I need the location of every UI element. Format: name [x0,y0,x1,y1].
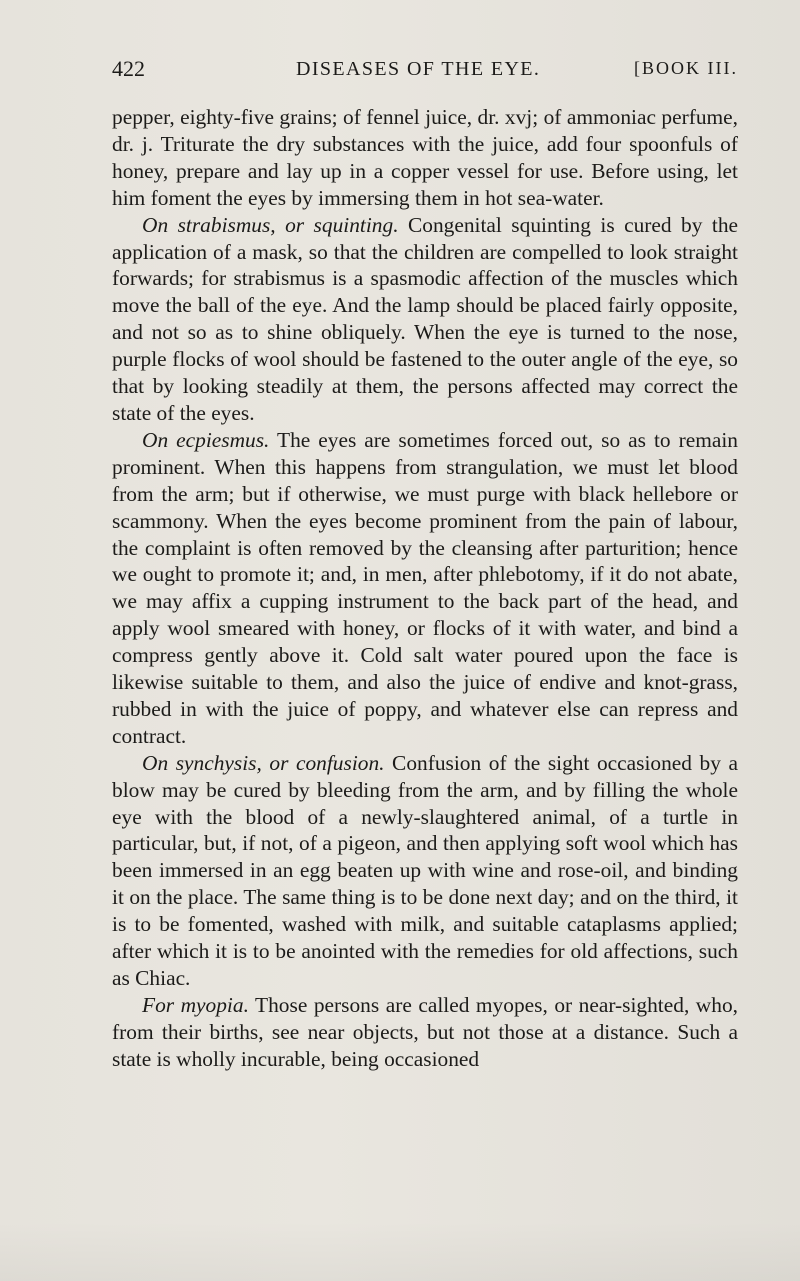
paragraph [112,750,738,992]
paragraph [112,104,738,212]
running-title: DISEASES OF THE EYE. [296,58,541,80]
paragraph [112,992,738,1073]
paragraph-text: pepper, eighty-five grains; of fennel juice, dr. xvj; of ammoniac perfume, dr. j. Triturate the dry substances with the juice, add four spoonfuls of honey, prepare and lay up in a copper vessel for use. Before using, let him foment the eyes by immersing them in hot sea-water. [112,105,738,210]
paragraph [112,427,738,750]
paragraph-heading: On ecpiesmus. [142,427,270,452]
book-reference: [BOOK III. [634,58,738,78]
body-text [112,104,738,1073]
paragraph-heading: On synchysis, or confusion. [142,750,385,775]
paragraph-heading: On strabismus, or squinting. [142,212,399,237]
paragraph [112,212,738,427]
page-number: 422 [112,56,145,81]
paragraph-heading: For myopia. [142,992,249,1017]
page-bottom-shade [0,1221,800,1281]
paragraph-text: Congenital squinting is cured by the application of a mask, so that the children are compelled to look straight forwards; for strabismus is a spasmodic affection of the muscles which move the ball of the eye. And the lamp should be placed fairly opposite, and not so as to shine obliquely. When the eye is turned to the nose, purple flocks of wool should be fastened to the outer angle of the eye, so that by looking steadily at them, the persons affected may correct the state of the eyes. [112,212,739,425]
paragraph-text: Those persons are called myopes, or near-sighted, who, from their births, see near objects, but not those at a distance. Such a state is wholly incurable, being occasioned [112,992,738,1071]
paragraph-text: The eyes are sometimes forced out, so as to remain prominent. When this happens from strangulation, we must let blood from the arm; but if otherwise, we must purge with black hellebore or scammony. When the eyes become prominent from the pain of labour, the complaint is often removed by the cleansing after parturition; hence we ought to promote it; and, in men, after phlebotomy, if it do not abate, we may affix a cupping instrument to the back part of the head, and apply wool smeared with honey, or flocks of it with water, and bind a compress gently above it. Cold salt water poured upon the face is likewise suitable to them, and also the juice of endive and knot-grass, rubbed in with the juice of poppy, and whatever else can repress and contract. [112,427,738,748]
page-header [112,56,738,88]
paragraph-text: Confusion of the sight occasioned by a blow may be cured by bleeding from the arm, and by filling the whole eye with the blood of a newly-slaughtered animal, of a turtle in particular, but, if not, of a pigeon, and then applying soft wool which has been immersed in an egg beaten up with wine and rose-oil, and binding it on the place. The same thing is to be done next day; and on the third, it is to be fomented, washed with milk, and suitable cataplasms applied; after which it is to be anointed with the remedies for old affections, such as Chiac. [112,750,738,990]
